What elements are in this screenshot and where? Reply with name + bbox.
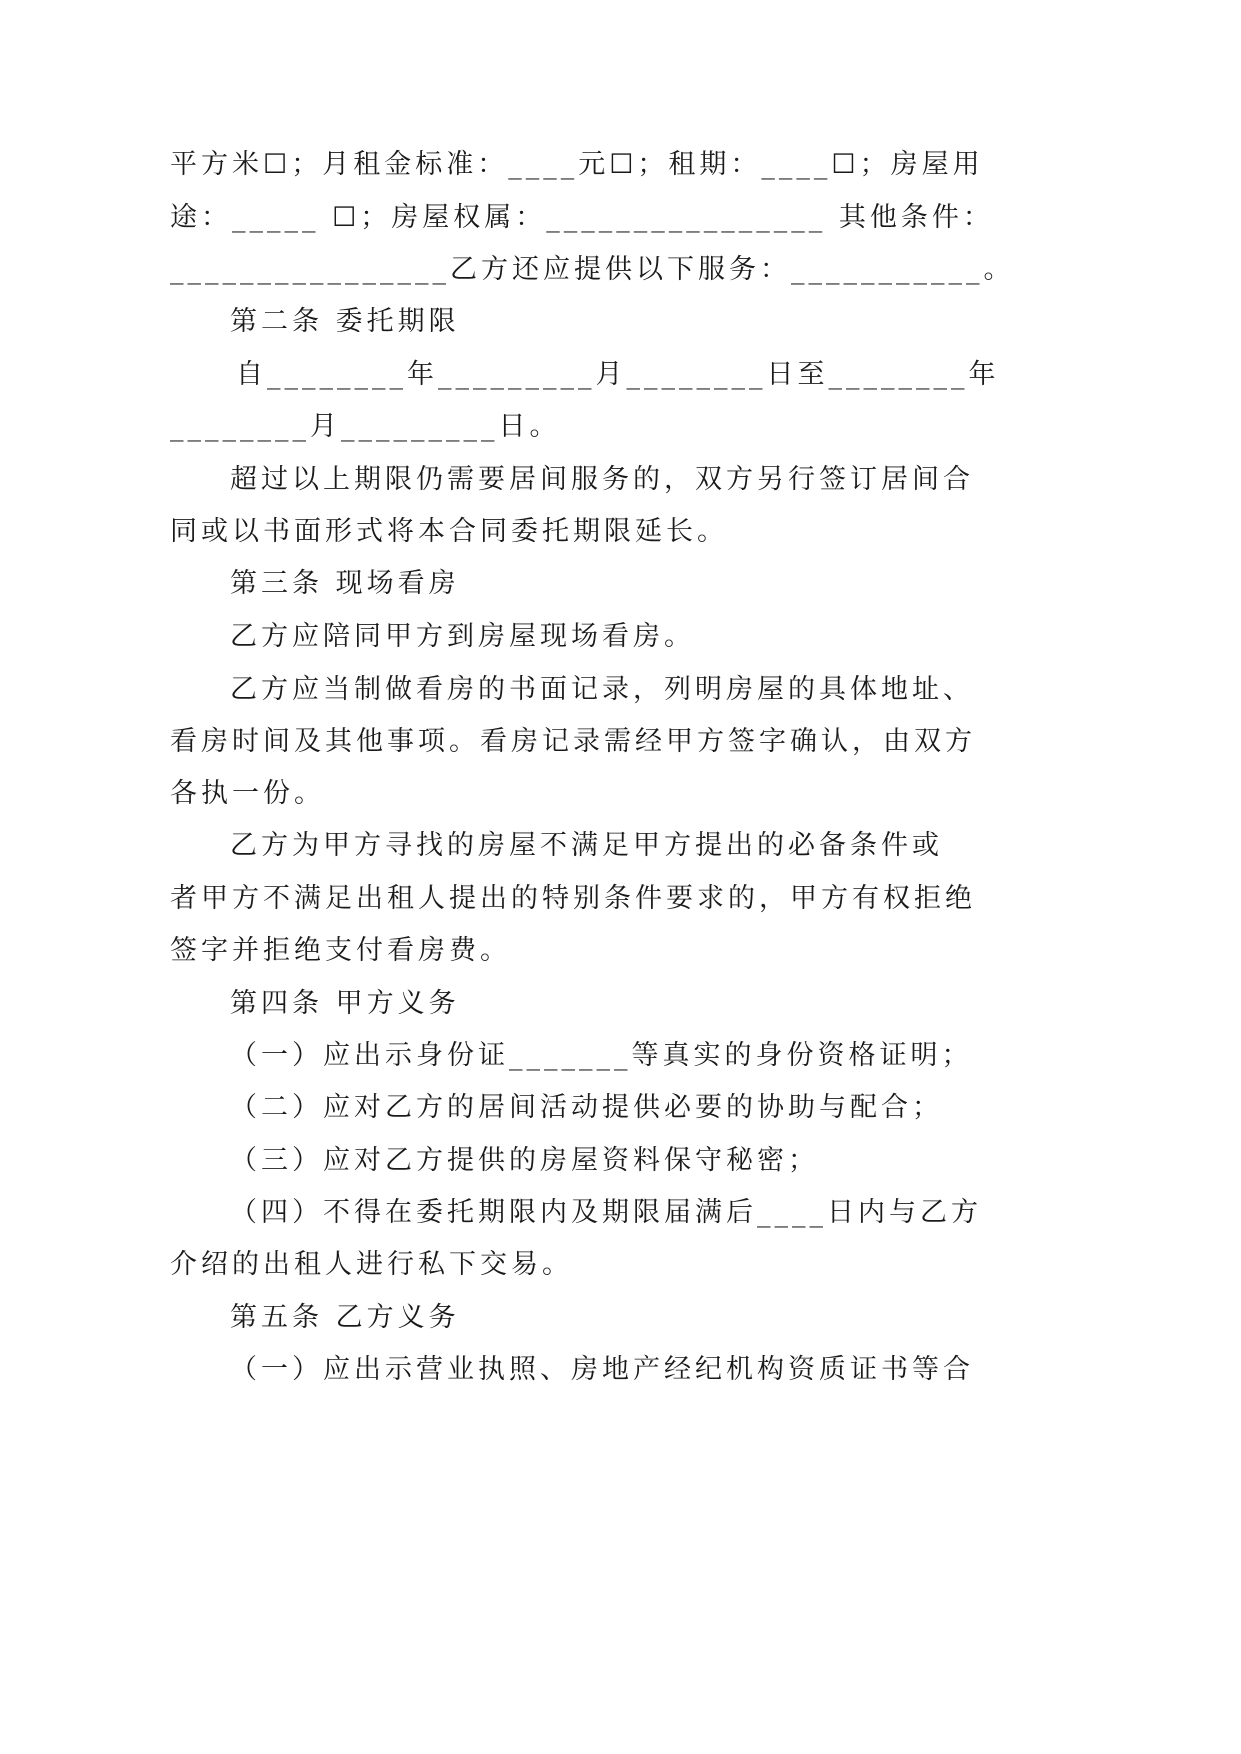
paragraph-line: 同或以书面形式将本合同委托期限延长。 xyxy=(170,516,728,547)
paragraph-line: 自________年_________月________日至________年 xyxy=(236,359,1000,390)
paragraph-line: ________月_________日。 xyxy=(170,411,561,442)
paragraph-line: 途：_____ ☐；房屋权属：________________ 其他条件： xyxy=(170,202,994,233)
paragraph-line: 乙方为甲方寻找的房屋不满足甲方提出的必备条件或 xyxy=(230,830,943,861)
list-item: （四）不得在委托期限内及期限届满后____日内与乙方 xyxy=(230,1197,982,1228)
section-heading-article-2: 第二条 委托期限 xyxy=(230,306,460,337)
section-heading-article-3: 第三条 现场看房 xyxy=(230,568,460,599)
paragraph-line: 超过以上期限仍需要居间服务的，双方另行签订居间合 xyxy=(230,464,974,495)
list-item: （二）应对乙方的居间活动提供必要的协助与配合； xyxy=(230,1092,943,1123)
paragraph-line: 乙方应陪同甲方到房屋现场看房。 xyxy=(230,621,695,652)
paragraph-line: 平方米☐；月租金标准：____元☐；租期：____☐；房屋用 xyxy=(170,149,984,180)
paragraph-line: 乙方应当制做看房的书面记录，列明房屋的具体地址、 xyxy=(230,674,974,705)
section-heading-article-4: 第四条 甲方义务 xyxy=(230,988,460,1019)
paragraph-line: 介绍的出租人进行私下交易。 xyxy=(170,1249,573,1280)
paragraph-line: ________________乙方还应提供以下服务：___________。 xyxy=(170,254,1015,285)
list-item: （一）应出示身份证_______等真实的身份资格证明； xyxy=(230,1040,973,1071)
list-item: （三）应对乙方提供的房屋资料保守秘密； xyxy=(230,1145,819,1176)
section-heading-article-5: 第五条 乙方义务 xyxy=(230,1302,460,1333)
list-item: （一）应出示营业执照、房地产经纪机构资质证书等合 xyxy=(230,1354,974,1385)
paragraph-line: 各执一份。 xyxy=(170,778,325,809)
paragraph-line: 看房时间及其他事项。看房记录需经甲方签字确认，由双方 xyxy=(170,726,976,757)
paragraph-line: 者甲方不满足出租人提出的特别条件要求的，甲方有权拒绝 xyxy=(170,883,976,914)
paragraph-line: 签字并拒绝支付看房费。 xyxy=(170,935,511,966)
